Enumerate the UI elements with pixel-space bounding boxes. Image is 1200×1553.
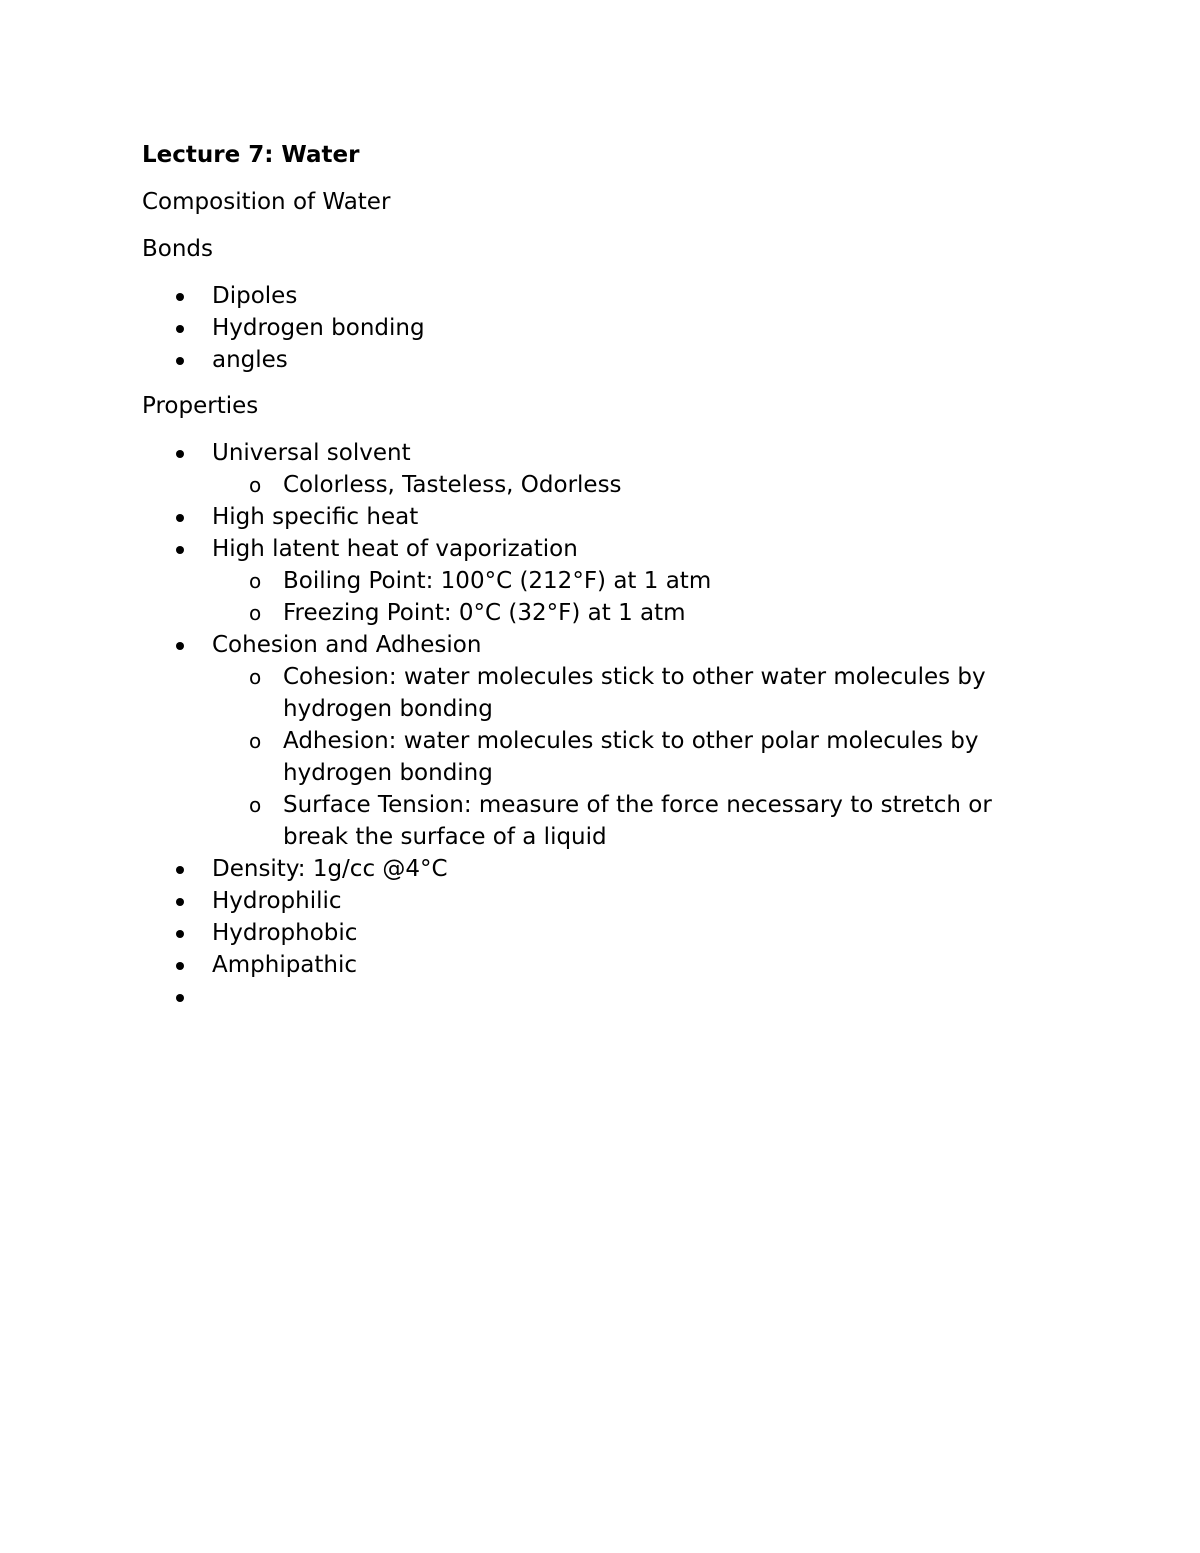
sub-list-item [142, 725, 1042, 789]
list-item-text: Dipoles [212, 283, 298, 309]
list-item-text: Density: 1g/cc @4°C [212, 856, 448, 882]
sub-list [212, 661, 1042, 853]
sub-list-item-text: Freezing Point: 0°C (32°F) at 1 atm [283, 600, 686, 626]
bullet-icon [176, 866, 184, 874]
list-item-empty [142, 981, 1042, 1013]
list-item [142, 885, 1042, 917]
list-item [142, 917, 1042, 949]
list-item [142, 533, 1042, 629]
list-item-text: Hydrophilic [212, 888, 342, 914]
sub-list [212, 565, 1042, 629]
bullet-icon [176, 642, 184, 650]
list-item [142, 280, 1042, 312]
sub-list-item [142, 661, 1042, 725]
list-item-text: High latent heat of vaporization [212, 536, 578, 562]
sub-list-item [142, 597, 1042, 629]
circle-bullet-icon: o [249, 665, 262, 689]
properties-list [142, 437, 1042, 1013]
bullet-icon [176, 357, 184, 365]
list-item [142, 629, 1042, 853]
list-item-text: Cohesion and Adhesion [212, 632, 482, 658]
list-item [142, 437, 1042, 501]
circle-bullet-icon: o [249, 569, 262, 593]
sub-list-item [142, 789, 1042, 853]
sub-list [212, 469, 1042, 501]
bullet-icon [176, 325, 184, 333]
list-item [142, 949, 1042, 981]
bullet-icon [176, 994, 184, 1002]
list-item-text [212, 981, 1042, 1013]
bullet-icon [176, 962, 184, 970]
list-item-text: Amphipathic [212, 952, 358, 978]
list-item-text: Universal solvent [212, 440, 411, 466]
circle-bullet-icon: o [249, 473, 262, 497]
circle-bullet-icon: o [249, 601, 262, 625]
list-item [142, 344, 1042, 376]
list-item [142, 501, 1042, 533]
list-item-text: Hydrophobic [212, 920, 358, 946]
document-body [142, 139, 1042, 1013]
bonds-list [142, 280, 1042, 376]
sub-list-item-text: Surface Tension: measure of the force necessary to stretch or break the surface of a liquid [283, 792, 992, 850]
sub-list-item-text: Colorless, Tasteless, Odorless [283, 472, 622, 498]
bullet-icon [176, 930, 184, 938]
heading-composition: Composition of Water [142, 189, 391, 215]
heading-properties: Properties [142, 393, 259, 419]
bullet-icon [176, 546, 184, 554]
circle-bullet-icon: o [249, 729, 262, 753]
list-item-text: angles [212, 347, 288, 373]
bullet-icon [176, 898, 184, 906]
heading-bonds: Bonds [142, 236, 214, 262]
lecture-title: Lecture 7: Water [142, 142, 360, 168]
sub-list-item-text: Boiling Point: 100°C (212°F) at 1 atm [283, 568, 712, 594]
sub-list-item-text: Adhesion: water molecules stick to other polar molecules by hydrogen bonding [283, 728, 979, 786]
sub-list-item [142, 565, 1042, 597]
sub-list-item-text: Cohesion: water molecules stick to other water molecules by hydrogen bonding [283, 664, 986, 722]
bullet-icon [176, 514, 184, 522]
list-item [142, 853, 1042, 885]
list-item-text: Hydrogen bonding [212, 315, 425, 341]
list-item-text: High specific heat [212, 504, 419, 530]
bullet-icon [176, 293, 184, 301]
bullet-icon [176, 450, 184, 458]
circle-bullet-icon: o [249, 793, 262, 817]
sub-list-item [142, 469, 1042, 501]
list-item [142, 312, 1042, 344]
